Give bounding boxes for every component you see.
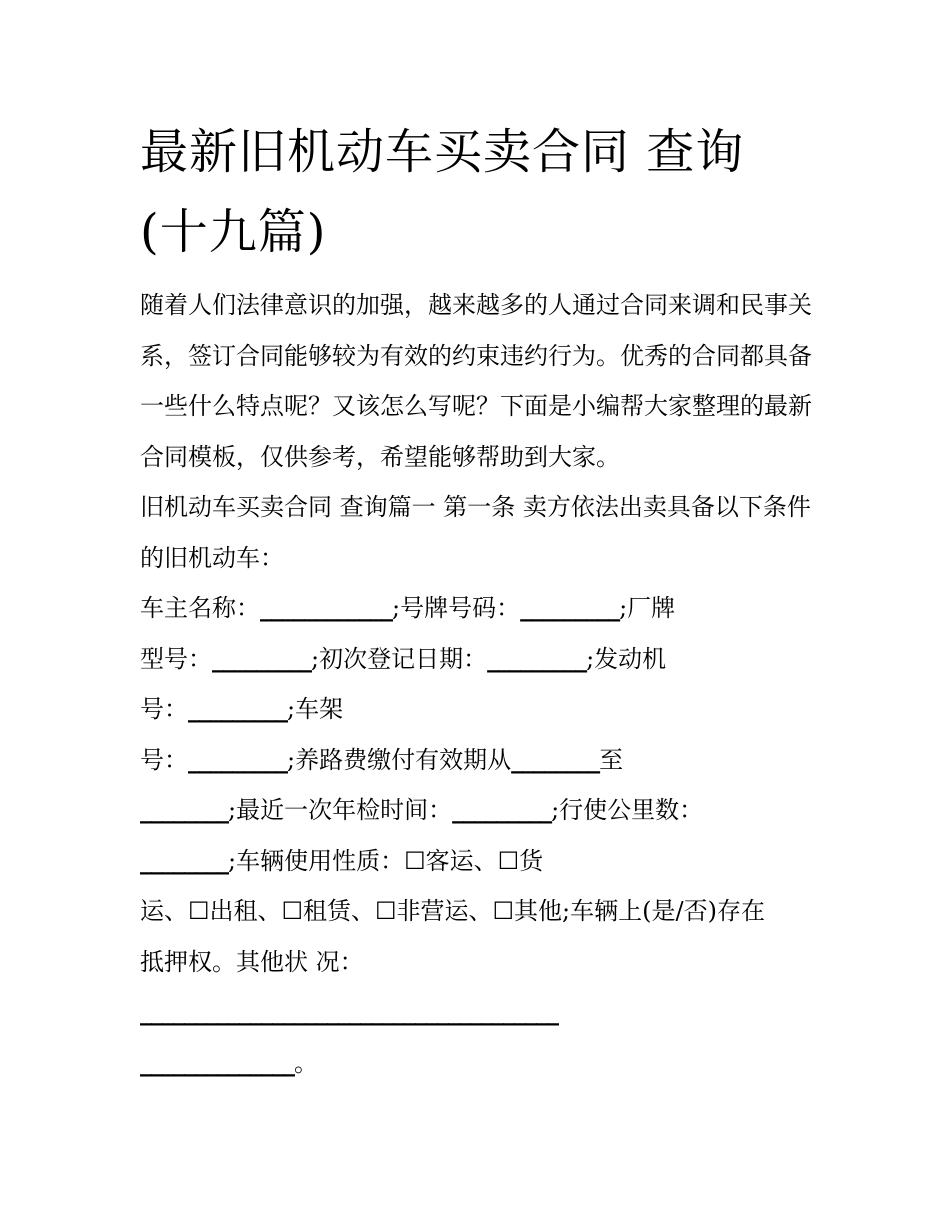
- model-blank: _________: [212, 643, 311, 673]
- owner-name-blank: ____________: [260, 593, 392, 622]
- annual-inspection-label: ;最近一次年检时间：: [228, 796, 453, 824]
- form-line-6: [140, 836, 820, 887]
- title-line-2: (十九篇): [140, 204, 327, 260]
- form-line-9: [140, 987, 820, 1038]
- plate-number-blank: _________: [520, 593, 620, 622]
- mileage-blank: ________: [140, 845, 228, 875]
- section-heading: 旧机动车买卖合同 查询篇一 第一条 卖方依法出卖具备以下条件的旧机动车：: [140, 493, 811, 572]
- sentence-end: 。: [294, 1048, 318, 1077]
- frame-number-blank: _________: [188, 744, 287, 774]
- plate-number-label: ;号牌号码：: [392, 594, 521, 622]
- title-line-1: 最新旧机动车买卖合同 查询: [140, 124, 745, 180]
- engine-number-label: 号：: [140, 695, 188, 723]
- owner-name-label: 车主名称：: [140, 594, 260, 622]
- document-title: [140, 112, 820, 272]
- form-line-7: [140, 886, 820, 937]
- model-label: 型号：: [140, 644, 212, 673]
- vehicle-info-form: [140, 583, 820, 1088]
- frame-number-label: 号：: [140, 745, 188, 774]
- engine-label-part: ;发动机: [586, 644, 667, 673]
- other-status-blank-2: ______________: [140, 1047, 294, 1077]
- document-body: [140, 280, 820, 1088]
- road-fee-to-label: 至: [599, 745, 624, 774]
- other-status-label: 抵押权。其他状 况：: [140, 947, 364, 976]
- brand-label-part: ;厂牌: [619, 594, 676, 622]
- form-line-1: [140, 583, 820, 634]
- intro-paragraph: 随着人们法律意识的加强，越来越多的人通过合同来调和民事关系，签订合同能够较为有效的约束违约行为。优秀的合同都具备一些什么特点呢？又该怎么写呢？下面是小编帮大家整理的最新合同模板，仅供参考，希望能够帮助到大家。: [140, 291, 812, 471]
- road-fee-from-blank: ________: [511, 744, 600, 774]
- form-line-10: [140, 1038, 820, 1089]
- form-line-2: [140, 634, 820, 685]
- frame-label-part: ;车架: [287, 695, 344, 723]
- other-status-blank-1: ______________________________________: [140, 997, 558, 1026]
- first-registration-label: ;初次登记日期：: [311, 644, 488, 673]
- form-line-5: [140, 785, 820, 836]
- form-line-8: [140, 937, 820, 988]
- usage-type-label: ;车辆使用性质：☐客运、☐货: [228, 846, 544, 875]
- first-registration-blank: _________: [487, 643, 587, 673]
- road-fee-to-blank: ________: [140, 795, 228, 824]
- form-line-3: [140, 684, 820, 735]
- road-fee-label: ;养路费缴付有效期从: [287, 745, 512, 774]
- usage-type-options: 运、☐出租、☐租赁、☐非营运、☐其他;车辆上(是/否)存在: [140, 897, 765, 925]
- engine-number-blank: _________: [188, 694, 287, 723]
- annual-inspection-blank: _________: [452, 795, 552, 824]
- form-line-4: [140, 735, 820, 786]
- mileage-label: ;行使公里数：: [551, 796, 704, 824]
